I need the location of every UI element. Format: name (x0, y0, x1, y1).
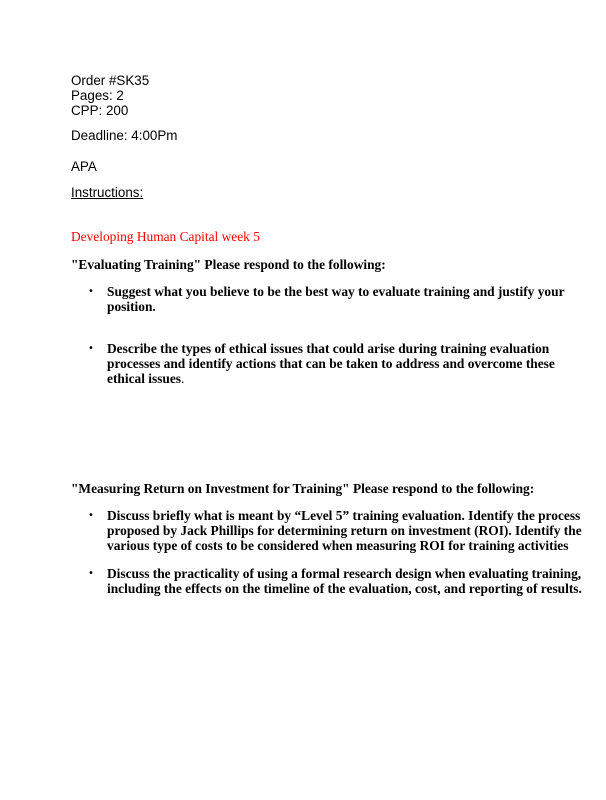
bullet-icon: • (88, 568, 94, 579)
cpp: CPP: 200 (71, 103, 129, 118)
bullet-icon: • (88, 343, 94, 354)
order-number: Order #SK35 (71, 73, 150, 88)
instructions-label: Instructions: (71, 185, 144, 200)
citation-style: APA (71, 159, 97, 174)
course-title: Developing Human Capital week 5 (71, 229, 260, 244)
section2-heading: "Measuring Return on Investment for Training" Please respond to the following: (71, 481, 535, 496)
section1-heading: "Evaluating Training" Please respond to the following: (71, 257, 386, 272)
document-page: Order #SK35 Pages: 2 CPP: 200 Deadline: 4:00Pm APA Instructions: Developing Human Capital week 5 "Evaluating Training" Please respond to the following: • Suggest what you believe to be the best way to evaluate training and justify your position. • Describe the types of ethical issues that could arise during training evaluation processes and identify actions that can be taken to address and overcome these ethical issues. "Measuring Return on Investment for Training" Please respond to the following: • Discuss briefly what is meant by “Level 5” training evaluation. Identify the process proposed by Jack Phillips for determining return on investment (ROI). Identify the various type of costs to be considered when measuring ROI for training activities • Discuss the practicality of using a formal research design when evaluating training, including the effects on the timeline of the evaluation, cost, and reporting of results. (71, 73, 582, 596)
bullet-icon: • (88, 510, 94, 521)
order-meta (71, 73, 149, 118)
deadline: Deadline: 4:00Pm (71, 128, 178, 143)
bullet-icon: • (88, 286, 94, 297)
page-count: Pages: 2 (71, 88, 124, 103)
